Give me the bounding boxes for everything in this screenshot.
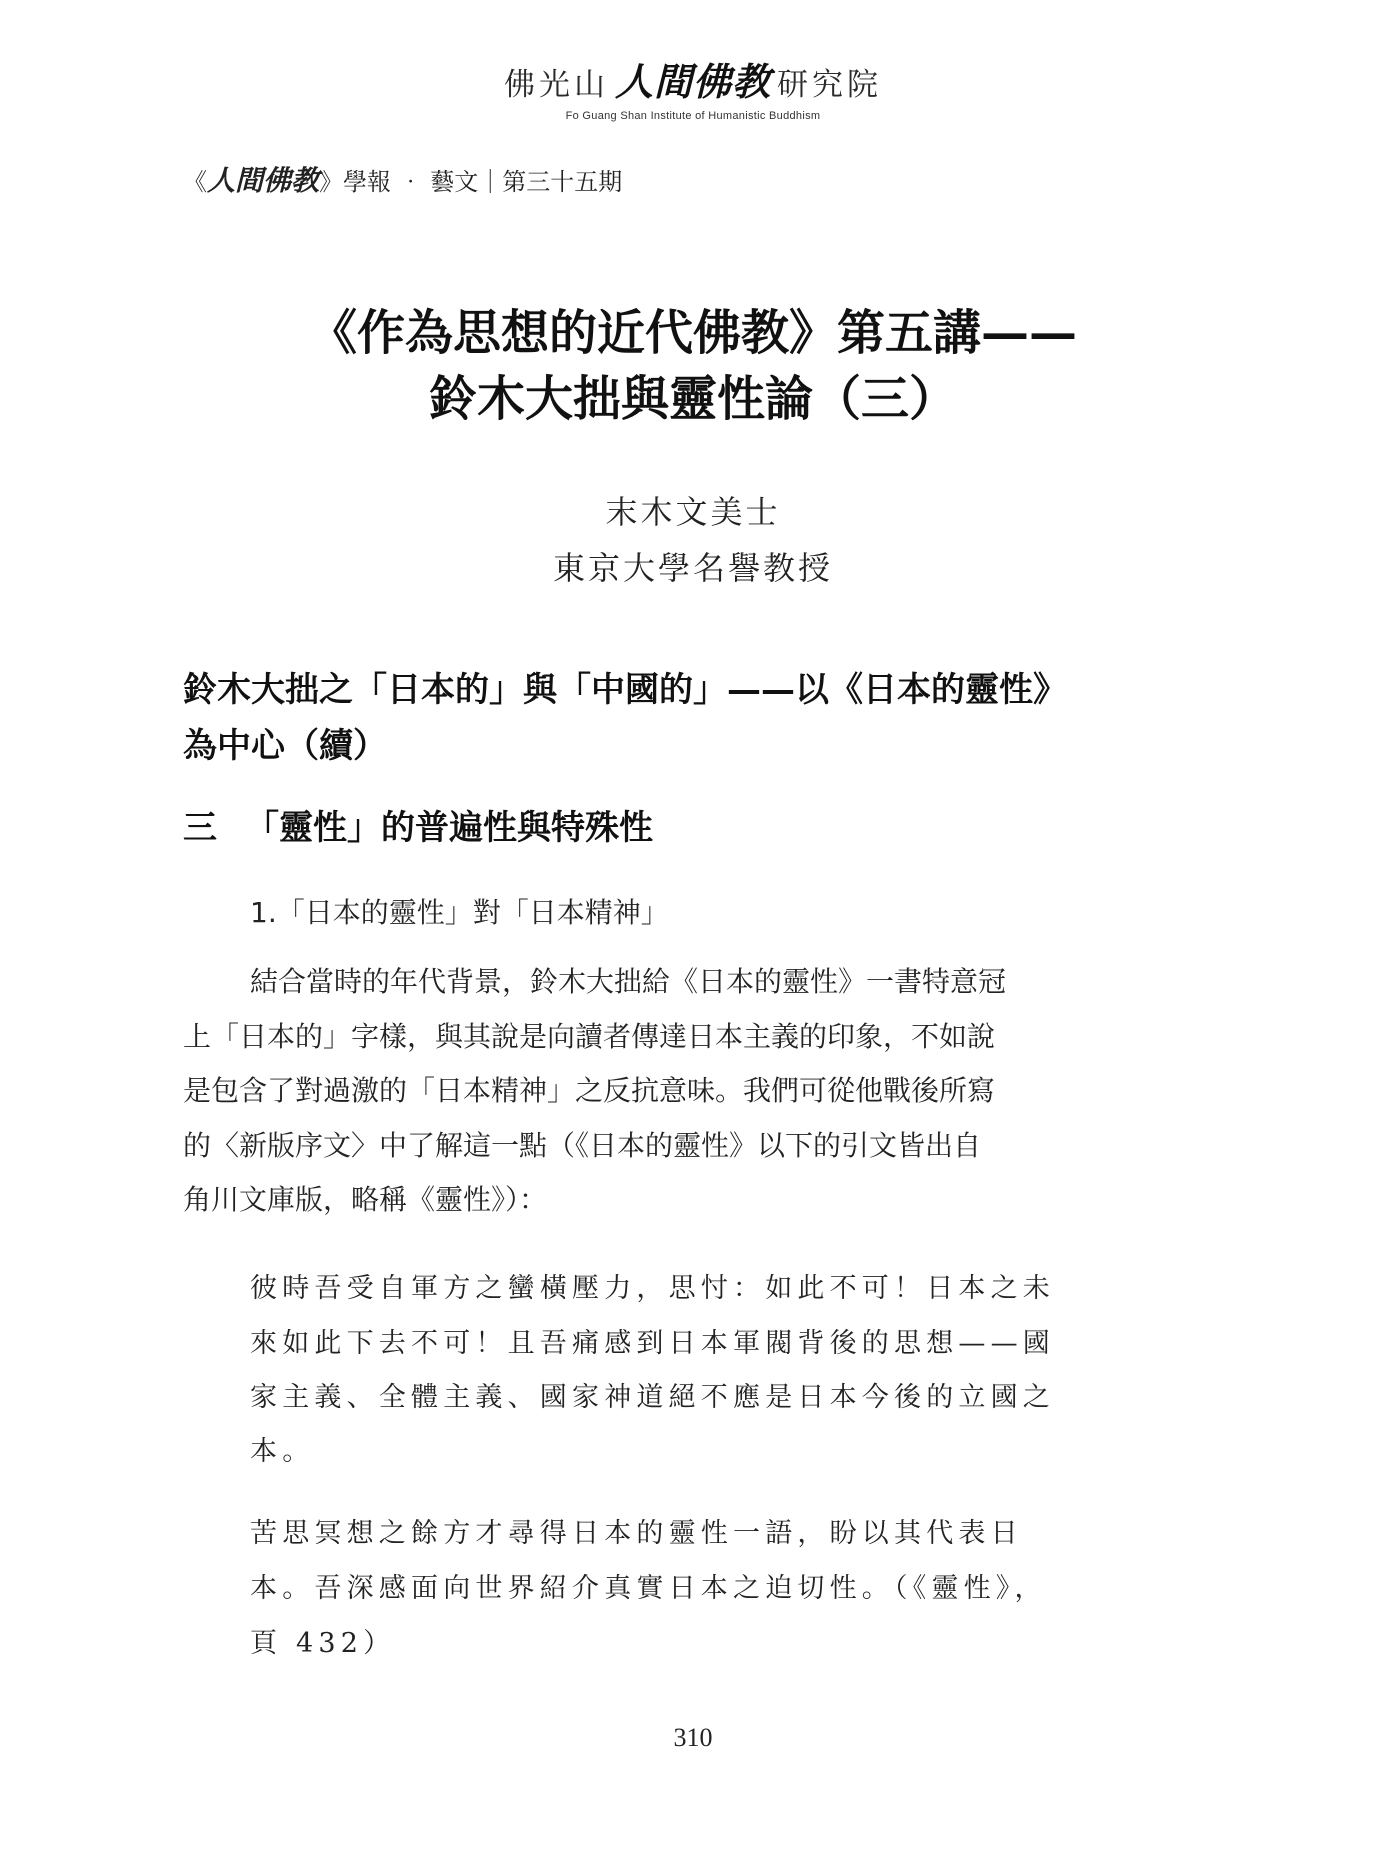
author-affiliation: 東京大學名譽教授 [552, 549, 833, 587]
journal-brand: 人間佛教 [207, 164, 320, 197]
quote-line: 苦思冥想之餘方才尋得日本的靈性一語，盼以其代表日 [250, 1518, 1023, 1549]
quote-line: 家主義、全體主義、國家神道絕不應是日本今後的立國之 [250, 1382, 1055, 1413]
section-heading-line-1: 鈴木大拙之「日本的」與「中國的」——以《日本的靈性》 [183, 670, 1067, 710]
quote-line: 頁 432） [250, 1628, 396, 1659]
subsection-title: 「靈性」的普遍性與特殊性 [245, 808, 653, 848]
journal-running-head [183, 164, 622, 199]
article-title-line-2: 鈴木大拙與靈性論（三） [428, 371, 957, 427]
author-block [0, 484, 1386, 596]
quote-line: 彼時吾受自軍方之蠻橫壓力，思忖：如此不可！日本之未 [250, 1273, 1055, 1304]
author-name: 末木文美士 [605, 493, 781, 531]
journal-close-bracket: 》 [319, 168, 344, 196]
quote-line: 本。 [250, 1436, 315, 1467]
subsection-heading [183, 800, 653, 856]
institute-english-name: Fo Guang Shan Institute of Humanistic Buddhism [565, 110, 821, 122]
quote-line: 來如此下去不可！且吾痛感到日本軍閥背後的思想——國 [250, 1328, 1055, 1359]
page-number: 310 [673, 1723, 713, 1752]
quote-line: 本。吾深感面向世界紹介真實日本之迫切性。（《靈性》， [250, 1573, 1047, 1604]
item-heading: 1.「日本的靈性」對「日本精神」 [250, 896, 669, 929]
institute-suffix: 研究院 [777, 67, 882, 103]
article-title [0, 300, 1386, 432]
journal-issue-info: 學報 ‧ 藝文｜第三十五期 [343, 168, 623, 196]
body-line: 上「日本的」字樣，與其說是向讀者傳達日本主義的印象，不如說 [183, 1020, 996, 1053]
body-line: 角川文庫版，略稱《靈性》）： [183, 1183, 548, 1216]
body-line: 結合當時的年代背景，鈴木大拙給《日本的靈性》一書特意冠 [250, 965, 1007, 998]
journal-open-bracket: 《 [183, 168, 207, 196]
body-line: 是包含了對過激的「日本精神」之反抗意味。我們可從他戰後所寫 [183, 1074, 996, 1107]
institute-brand: 人間佛教 [614, 60, 771, 104]
institute-logo [0, 62, 1386, 105]
body-line: 的〈新版序文〉中了解這一點（《日本的靈性》以下的引文皆出自 [183, 1129, 982, 1162]
institute-prefix: 佛光山 [503, 67, 609, 103]
section-heading-line-2: 為中心（續） [183, 726, 387, 766]
subsection-number: 三 [183, 808, 217, 848]
section-heading [183, 662, 1193, 774]
article-title-line-1: 《作為思想的近代佛教》第五講—— [308, 305, 1077, 361]
